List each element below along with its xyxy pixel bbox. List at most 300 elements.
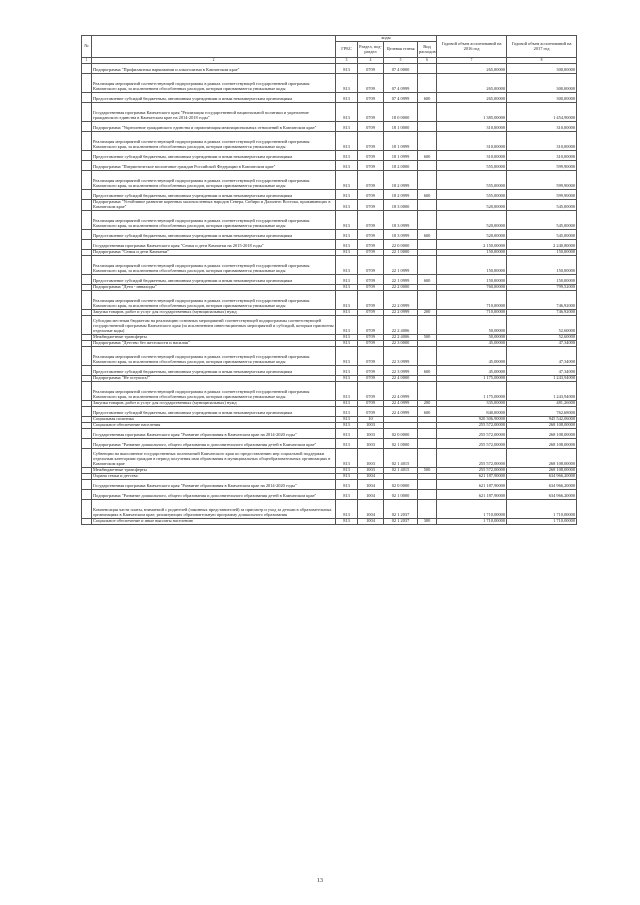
- row-value-2017: 268 108,00000: [507, 428, 577, 438]
- row-name: Реализация мероприятий соответствующей подпрограммы в рамках соответствующей государственной программы Камчатского края, за исключением обособленных расходов, которым присваиваются уникальные коды: [92, 381, 336, 400]
- row-target: 22 4 0000: [384, 375, 418, 381]
- table-row: [82, 346, 577, 365]
- row-value-2017: 1 243,94000: [507, 375, 577, 381]
- row-value-2016: 710,00000: [437, 309, 507, 315]
- row-target: 18 2 0999: [384, 190, 418, 200]
- row-value-2017: 1 710,00000: [507, 518, 577, 524]
- row-number: [82, 428, 92, 438]
- row-target: 18 3 0999: [384, 229, 418, 239]
- row-value-2016: 50,00000: [437, 334, 507, 340]
- row-section: 0709: [358, 255, 384, 274]
- row-target: 18 2 0999: [384, 171, 418, 190]
- row-value-2016: 2 150,00000: [437, 239, 507, 249]
- row-value-2016: 265,00000: [437, 74, 507, 93]
- row-value-2016: 1 710,00000: [437, 499, 507, 518]
- row-section: 10: [358, 416, 384, 422]
- row-target: 18 0 0000: [384, 103, 418, 122]
- column-number: 8: [507, 58, 577, 64]
- row-number: [82, 64, 92, 74]
- column-number: 1: [82, 58, 92, 64]
- row-number: [82, 74, 92, 93]
- row-target: 22 2 0000: [384, 284, 418, 290]
- row-target: 22 2 4006: [384, 334, 418, 340]
- row-value-2016: 920 306,90000: [437, 416, 507, 422]
- row-name: Государственная программа Камчатского края "Развитие образования в Камчатском крае на 2014-2020 годы": [92, 479, 336, 489]
- table-row: [82, 489, 577, 499]
- row-name: Подпрограмма "Устойчивое развитие коренных малочисленных народов Севера, Сибири и Дальнего Востока, проживающих в Камчатском крае": [92, 200, 336, 211]
- row-value-2016: 310,00000: [437, 122, 507, 132]
- row-section: 0709: [358, 290, 384, 309]
- row-value-2017: 481,26000: [507, 400, 577, 406]
- row-exptype: 200: [418, 400, 437, 406]
- row-number: [82, 103, 92, 122]
- row-grbs: 813: [336, 489, 358, 499]
- row-value-2017: 634 966,20000: [507, 473, 577, 479]
- table-row: [82, 151, 577, 161]
- row-value-2017: 52,60000: [507, 334, 577, 340]
- table-row: [82, 171, 577, 190]
- row-exptype: [418, 346, 437, 365]
- header-section: Раздел, под-раздел: [358, 42, 384, 58]
- row-value-2017: 150,00000: [507, 249, 577, 255]
- row-section: 1003: [358, 448, 384, 467]
- header-grbs: ГРБС: [336, 42, 358, 58]
- row-value-2017: 268 108,00000: [507, 438, 577, 448]
- row-target: 18 2 0000: [384, 161, 418, 171]
- row-value-2016: 555,00000: [437, 190, 507, 200]
- row-exptype: 200: [418, 309, 437, 315]
- budget-table: [81, 35, 577, 525]
- row-grbs: 813: [336, 340, 358, 346]
- row-section: 1004: [358, 473, 384, 479]
- row-target: 22 2 0999: [384, 309, 418, 315]
- row-section: 0709: [358, 400, 384, 406]
- row-target: 22 0 0000: [384, 239, 418, 249]
- column-number: 6: [418, 58, 437, 64]
- row-exptype: 500: [418, 334, 437, 340]
- row-value-2017: 47,34000: [507, 340, 577, 346]
- row-name: Реализация мероприятий соответствующей подпрограммы в рамках соответствующей государственной программы Камчатского края, за исключением обособленных расходов, которым присваиваются уникальные коды: [92, 132, 336, 151]
- row-number: [82, 239, 92, 249]
- row-grbs: 813: [336, 315, 358, 334]
- row-name: Компенсация части платы, взимаемой с родителей (законных представителей) за присмотр и уход за детьми в образовательных организациях в Камчатском крае, реализующих образовательную программу дошкольного образования: [92, 499, 336, 518]
- table-row: [82, 479, 577, 489]
- table-row: [82, 161, 577, 171]
- row-value-2017: 545,00000: [507, 200, 577, 211]
- row-target: 02 1 4015: [384, 448, 418, 467]
- row-value-2016: 150,00000: [437, 249, 507, 255]
- row-section: 0709: [358, 64, 384, 74]
- row-value-2016: 45,00000: [437, 340, 507, 346]
- row-exptype: [418, 489, 437, 499]
- row-value-2017: 746,92000: [507, 309, 577, 315]
- row-target: 22 2 0999: [384, 290, 418, 309]
- row-number: [82, 479, 92, 489]
- row-section: 0709: [358, 200, 384, 211]
- row-name: Социальная политика: [92, 416, 336, 422]
- row-target: 22 1 0999: [384, 274, 418, 284]
- table-body: [82, 64, 577, 525]
- row-value-2017: 1 454,90000: [507, 103, 577, 122]
- column-number: 4: [358, 58, 384, 64]
- row-exptype: [418, 290, 437, 309]
- row-name: Подпрограмма "Развитие дошкольного, общего образования и дополнительного образования детей в Камчатском крае": [92, 438, 336, 448]
- row-number: [82, 518, 92, 524]
- row-number: [82, 255, 92, 274]
- row-number: [82, 315, 92, 334]
- row-grbs: 813: [336, 171, 358, 190]
- row-number: [82, 499, 92, 518]
- row-number: [82, 406, 92, 416]
- row-name: Реализация мероприятий соответствующей подпрограммы в рамках соответствующей государственной программы Камчатского края, за исключением обособленных расходов, которым присваиваются уникальные коды: [92, 171, 336, 190]
- header-number: №: [82, 36, 92, 58]
- row-number: [82, 171, 92, 190]
- column-number: 7: [437, 58, 507, 64]
- row-target: 22 3 0999: [384, 365, 418, 375]
- row-grbs: 813: [336, 122, 358, 132]
- table-row: [82, 315, 577, 334]
- row-name: Предоставление субсидий бюджетным, автономным учреждениям и иным некоммерческим организациям: [92, 151, 336, 161]
- row-value-2016: 265,00000: [437, 93, 507, 103]
- row-number: [82, 132, 92, 151]
- row-section: 0709: [358, 103, 384, 122]
- row-grbs: 813: [336, 161, 358, 171]
- row-section: 0709: [358, 346, 384, 365]
- row-number: [82, 346, 92, 365]
- row-grbs: 813: [336, 190, 358, 200]
- row-grbs: 813: [336, 284, 358, 290]
- row-name: Межбюджетные трансферты: [92, 334, 336, 340]
- row-name: Предоставление субсидий бюджетным, автономным учреждениям и иным некоммерческим организациям: [92, 190, 336, 200]
- row-name: Реализация мероприятий соответствующей подпрограммы в рамках соответствующей государственной программы Камчатского края, за исключением обособленных расходов, которым присваиваются уникальные коды: [92, 290, 336, 309]
- row-target: 02 0 0000: [384, 479, 418, 489]
- row-section: 0709: [358, 122, 384, 132]
- row-name: Подпрограмма "Семья и дети Камчатки": [92, 249, 336, 255]
- row-value-2017: 300,00000: [507, 64, 577, 74]
- row-exptype: [418, 381, 437, 400]
- row-name: Субвенции на выполнение государственных полномочий Камчатского края по предоставлению мер социальной поддержки отдельным категориям граждан в период получения ими образования в муниципальных общеобразовательных организациях в Камчатском крае: [92, 448, 336, 467]
- row-name: Подпрограмма "Патриотическое воспитание граждан Российской Федерации в Камчатском крае": [92, 161, 336, 171]
- row-number: [82, 122, 92, 132]
- row-value-2017: 47,34000: [507, 365, 577, 375]
- row-exptype: 600: [418, 93, 437, 103]
- row-value-2016: 45,00000: [437, 346, 507, 365]
- row-section: 0709: [358, 161, 384, 171]
- row-section: 0709: [358, 93, 384, 103]
- row-name: Предоставление субсидий бюджетным, автономным учреждениям и иным некоммерческим организациям: [92, 365, 336, 375]
- row-name: Закупка товаров, работ и услуг для государственных (муниципальных) нужд: [92, 309, 336, 315]
- row-target: 22 3 0999: [384, 346, 418, 365]
- row-exptype: 600: [418, 229, 437, 239]
- table-row: [82, 93, 577, 103]
- row-value-2017: 599,90000: [507, 190, 577, 200]
- row-value-2016: 255 572,00000: [437, 448, 507, 467]
- row-target: 22 4 0999: [384, 406, 418, 416]
- row-number: [82, 489, 92, 499]
- row-grbs: 813: [336, 239, 358, 249]
- row-section: 0709: [358, 132, 384, 151]
- row-grbs: 813: [336, 151, 358, 161]
- row-target: 02 1 2037: [384, 518, 418, 524]
- table-row: [82, 448, 577, 467]
- header-codes-group: коды: [336, 36, 437, 42]
- table-row: [82, 365, 577, 375]
- row-grbs: 813: [336, 375, 358, 381]
- row-section: 0709: [358, 406, 384, 416]
- row-value-2016: 520,00000: [437, 200, 507, 211]
- row-exptype: 600: [418, 190, 437, 200]
- row-exptype: 600: [418, 151, 437, 161]
- row-exptype: [418, 438, 437, 448]
- table-row: [82, 103, 577, 122]
- row-section: 0709: [358, 309, 384, 315]
- row-target: 18 1 0999: [384, 151, 418, 161]
- row-target: 02 1 0000: [384, 438, 418, 448]
- row-grbs: 813: [336, 499, 358, 518]
- row-value-2017: 300,00000: [507, 93, 577, 103]
- row-number: [82, 290, 92, 309]
- row-value-2016: 621 187,90000: [437, 479, 507, 489]
- row-target: 18 3 0999: [384, 210, 418, 229]
- row-exptype: [418, 64, 437, 74]
- row-name: Государственная программа Камчатского края "Реализация государственной национальной политики и укрепление гражданского единства в Камчатском крае на 2014-2018 годы": [92, 103, 336, 122]
- budget-table-sheet: [81, 35, 576, 525]
- row-grbs: 813: [336, 416, 358, 422]
- table-row: [82, 255, 577, 274]
- row-value-2017: 799,52000: [507, 284, 577, 290]
- row-number: [82, 161, 92, 171]
- row-number: [82, 93, 92, 103]
- row-value-2017: 47,34000: [507, 346, 577, 365]
- table-row: [82, 64, 577, 74]
- row-value-2016: 310,00000: [437, 151, 507, 161]
- row-value-2017: 545,00000: [507, 229, 577, 239]
- row-grbs: 813: [336, 406, 358, 416]
- row-exptype: [418, 239, 437, 249]
- row-grbs: 813: [336, 346, 358, 365]
- row-section: 0709: [358, 381, 384, 400]
- row-section: 1004: [358, 518, 384, 524]
- row-name: Реализация мероприятий соответствующей подпрограммы в рамках соответствующей государственной программы Камчатского края, за исключением обособленных расходов, которым присваиваются уникальные коды: [92, 74, 336, 93]
- row-value-2017: 545,00000: [507, 210, 577, 229]
- row-target: 22 4 0999: [384, 400, 418, 406]
- row-number: [82, 151, 92, 161]
- row-name: Предоставление субсидий бюджетным, автономным учреждениям и иным некоммерческим организациям: [92, 274, 336, 284]
- row-value-2016: 255 572,00000: [437, 467, 507, 473]
- row-section: 0709: [358, 284, 384, 290]
- row-grbs: 813: [336, 473, 358, 479]
- row-exptype: 600: [418, 406, 437, 416]
- table-row: [82, 518, 577, 524]
- row-value-2016: 1 175,00000: [437, 381, 507, 400]
- header-2016: Годовой объем ассигнований на 2016 год: [437, 36, 507, 58]
- row-target: 18 1 0999: [384, 132, 418, 151]
- row-value-2016: 45,00000: [437, 365, 507, 375]
- row-grbs: 813: [336, 334, 358, 340]
- row-value-2017: 52,60000: [507, 315, 577, 334]
- table-row: [82, 239, 577, 249]
- row-value-2016: 1 175,00000: [437, 375, 507, 381]
- row-section: 0709: [358, 229, 384, 239]
- row-name: Закупка товаров, работ и услуг для государственных (муниципальных) нужд: [92, 400, 336, 406]
- table-row: [82, 74, 577, 93]
- row-grbs: 813: [336, 229, 358, 239]
- row-exptype: [418, 499, 437, 518]
- row-exptype: 300: [418, 518, 437, 524]
- row-target: 18 1 0000: [384, 122, 418, 132]
- header-2017: Годовой объем ассигнований на 2017 год: [507, 36, 577, 58]
- row-grbs: 813: [336, 479, 358, 489]
- row-target: 07 4 0999: [384, 93, 418, 103]
- row-section: 0709: [358, 340, 384, 346]
- row-value-2016: 621 187,90000: [437, 489, 507, 499]
- row-target: 07 4 0999: [384, 74, 418, 93]
- row-name: Государственная программа Камчатского края "Развитие образования в Камчатском крае на 2014-2020 годы": [92, 428, 336, 438]
- row-value-2017: 300,00000: [507, 74, 577, 93]
- row-value-2017: 746,92000: [507, 290, 577, 309]
- row-section: 1003: [358, 438, 384, 448]
- row-target: 22 3 0000: [384, 340, 418, 346]
- row-value-2016: 335,00000: [437, 400, 507, 406]
- row-grbs: 813: [336, 422, 358, 428]
- row-exptype: [418, 122, 437, 132]
- header-exptype: Вид расходов: [418, 42, 437, 58]
- column-number: 3: [336, 58, 358, 64]
- row-value-2017: 150,00000: [507, 255, 577, 274]
- row-name: Подпрограмма "Развитие дошкольного, общего образования и дополнительного образования детей в Камчатском крае": [92, 489, 336, 499]
- row-value-2016: 621 187,90000: [437, 473, 507, 479]
- row-value-2016: 310,00000: [437, 132, 507, 151]
- row-grbs: 813: [336, 365, 358, 375]
- row-exptype: [418, 210, 437, 229]
- row-value-2017: 268 108,00000: [507, 422, 577, 428]
- row-exptype: 500: [418, 467, 437, 473]
- row-target: 22 2 4006: [384, 315, 418, 334]
- header-target: Целевая статья: [384, 42, 418, 58]
- table-row: [82, 290, 577, 309]
- row-number: [82, 438, 92, 448]
- row-section: 1004: [358, 499, 384, 518]
- row-section: 0709: [358, 239, 384, 249]
- row-value-2016: 150,00000: [437, 255, 507, 274]
- row-name: Реализация мероприятий соответствующей подпрограммы в рамках соответствующей государственной программы Камчатского края, за исключением обособленных расходов, которым присваиваются уникальные коды: [92, 210, 336, 229]
- row-grbs: 813: [336, 448, 358, 467]
- table-row: [82, 381, 577, 400]
- row-value-2016: 255 572,00000: [437, 438, 507, 448]
- column-number: 2: [92, 58, 336, 64]
- page-number: 13: [317, 878, 323, 884]
- row-exptype: [418, 161, 437, 171]
- row-value-2016: 760,00000: [437, 284, 507, 290]
- row-name: Социальное обеспечение и иные выплаты населению: [92, 518, 336, 524]
- row-grbs: 813: [336, 200, 358, 211]
- row-section: 0709: [358, 365, 384, 375]
- row-grbs: 813: [336, 274, 358, 284]
- row-number: [82, 210, 92, 229]
- row-exptype: [418, 448, 437, 467]
- row-value-2016: 520,00000: [437, 229, 507, 239]
- table-row: [82, 438, 577, 448]
- row-section: 0709: [358, 151, 384, 161]
- row-name: Предоставление субсидий бюджетным, автономным учреждениям и иным некоммерческим организациям: [92, 406, 336, 416]
- row-target: 22 4 0999: [384, 381, 418, 400]
- row-target: 02 1 2037: [384, 499, 418, 518]
- row-name: Подпрограмма "Дети - инвалиды": [92, 284, 336, 290]
- row-value-2017: 634 966,20000: [507, 479, 577, 489]
- row-section: 0709: [358, 334, 384, 340]
- row-value-2017: 1 243,94000: [507, 381, 577, 400]
- row-number: [82, 448, 92, 467]
- row-value-2017: 634 966,20000: [507, 489, 577, 499]
- row-grbs: 813: [336, 132, 358, 151]
- row-grbs: 813: [336, 64, 358, 74]
- row-name: Межбюджетные трансферты: [92, 467, 336, 473]
- row-value-2016: 255 572,00000: [437, 428, 507, 438]
- table-row: [82, 200, 577, 211]
- table-row: [82, 229, 577, 239]
- row-grbs: 813: [336, 438, 358, 448]
- row-name: Охрана семьи и детства: [92, 473, 336, 479]
- row-exptype: 600: [418, 365, 437, 375]
- row-grbs: 813: [336, 381, 358, 400]
- row-value-2017: 150,00000: [507, 274, 577, 284]
- row-value-2016: 520,00000: [437, 210, 507, 229]
- table-row: [82, 210, 577, 229]
- row-name: Подпрограмма "Профилактика наркомании и алкоголизма в Камчатском крае": [92, 64, 336, 74]
- row-section: 0709: [358, 74, 384, 93]
- row-exptype: [418, 171, 437, 190]
- row-name: Предоставление субсидий бюджетным, автономным учреждениям и иным некоммерческим организациям: [92, 229, 336, 239]
- row-exptype: [418, 255, 437, 274]
- row-exptype: [418, 479, 437, 489]
- row-number: [82, 229, 92, 239]
- row-section: 0709: [358, 210, 384, 229]
- row-value-2016: 255 572,00000: [437, 422, 507, 428]
- row-value-2016: 265,00000: [437, 64, 507, 74]
- row-number: [82, 274, 92, 284]
- row-section: 0709: [358, 315, 384, 334]
- row-value-2016: 840,00000: [437, 406, 507, 416]
- row-exptype: [418, 103, 437, 122]
- row-target: 02 0 0000: [384, 428, 418, 438]
- row-target: 02 1 0000: [384, 489, 418, 499]
- row-name: Реализация мероприятий соответствующей подпрограммы в рамках соответствующей государственной программы Камчатского края, за исключением обособленных расходов, которым присваиваются уникальные коды: [92, 346, 336, 365]
- column-number: 5: [384, 58, 418, 64]
- row-grbs: 813: [336, 518, 358, 524]
- row-value-2016: 555,00000: [437, 161, 507, 171]
- row-name: Подпрограмма "Детство без жестокости и насилия": [92, 340, 336, 346]
- row-value-2017: 268 108,00000: [507, 448, 577, 467]
- row-target: 22 1 0000: [384, 249, 418, 255]
- row-name: Субсидии местным бюджетам на реализацию основных мероприятий соответствующей подпрограммы соответствующей государственной программы Камчатского края (за исключением инвестиционных мероприятий и субсидий, которым присвоены отдельные коды): [92, 315, 336, 334]
- row-value-2017: 268 108,00000: [507, 467, 577, 473]
- row-target: 02 1 4015: [384, 467, 418, 473]
- row-exptype: [418, 315, 437, 334]
- row-value-2017: 599,90000: [507, 161, 577, 171]
- row-exptype: 600: [418, 274, 437, 284]
- row-number: [82, 365, 92, 375]
- row-target: 18 3 0000: [384, 200, 418, 211]
- row-name: Подпрограмма "Не оступись!": [92, 375, 336, 381]
- row-value-2017: 599,90000: [507, 171, 577, 190]
- row-number: [82, 190, 92, 200]
- row-value-2017: 1 710,00000: [507, 499, 577, 518]
- row-grbs: 813: [336, 103, 358, 122]
- header-name: [92, 36, 336, 58]
- row-value-2016: 710,00000: [437, 290, 507, 309]
- row-section: 0709: [358, 274, 384, 284]
- row-exptype: [418, 200, 437, 211]
